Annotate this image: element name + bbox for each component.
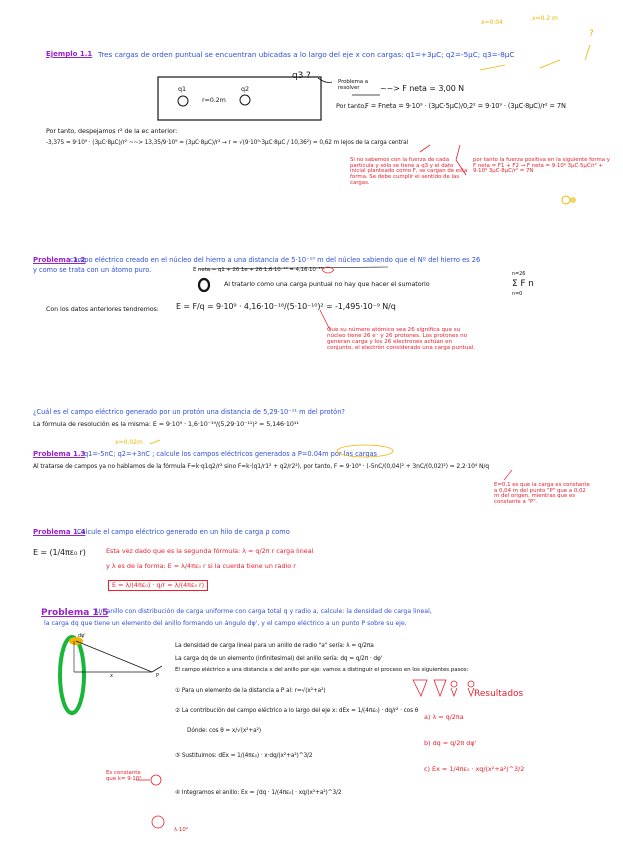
con-datos: Con los datos anteriores tendremos: <box>46 305 159 313</box>
problema-1-5-statement-2: la carga dq que tiene un elemento del anillo formando un ángulo dφ', y el campo eléctrico a un punto P sobre su eje. <box>44 620 407 627</box>
step-4-red: λ·10⁹ <box>174 827 188 833</box>
arrow-result: ~~> F neta = 3,00 N <box>380 84 465 93</box>
note-x0: x=0.04 <box>481 19 503 26</box>
problema-1-4-title: Problema 1.4 <box>33 528 86 536</box>
note-question: ? <box>589 29 594 39</box>
note-x2: x=0.2 m <box>532 15 558 22</box>
red-side-note: Es constante que k= 9·10⁹ <box>106 770 142 782</box>
problema-1-4-lhs: E = (1/4πε₀ r) <box>33 548 86 557</box>
problema-1-4-red-2: y λ es de la forma: E = λ/4πε₀ r si la cuerda tiene un radio r <box>106 562 296 570</box>
ring-dphi: dφ' <box>78 633 86 639</box>
problema-1-4-boxed: E = λ/(4πε₀) · q/r = λ/(4πε₀ r) <box>108 580 208 591</box>
result-c: c) Ex = 1/4πε₀ · xq/(x²+a²)^3/2 <box>424 765 525 773</box>
problema-1-4-red-1: Esta vez dado que es la segunda fórmula: λ = q/2π r carga lineal <box>106 547 314 555</box>
portanto-2: Por tanto, despejamos r² de la ec anterior: <box>46 127 178 135</box>
problema-1-3-title: Problema 1.3 <box>33 450 86 458</box>
p13-note: x=0.02m <box>115 439 143 446</box>
result-a: a) λ = q/2πa <box>424 713 464 721</box>
diagram-q3: q3 ? <box>292 71 311 81</box>
red-note-left: Si no sabemos con la fuerza de cada partícula y sólo se tiene a q3 y el dato inicial planteado como F, se cargan de esta forma. Se debe cumplir el sentido de las cargas. <box>350 157 468 186</box>
step-3: ③ Sustituimos: dEx = 1/(4πε₀) · x·dq/(x²+a²)^3/2 <box>175 753 313 759</box>
density-1: La densidad de carga lineal para un anillo de radio "a" sería: λ = q/2πa <box>175 643 374 649</box>
sum-symbol: Σ F n <box>512 279 534 289</box>
ejemplo-1-1-statement: Tres cargas de orden puntual se encuentran ubicadas a lo largo del eje x con cargas: q1=+3μC; q2=-5μC; q3=-8μC <box>98 50 515 59</box>
portanto-1: Por tanto, <box>336 102 367 110</box>
formula-1: F = Fneta = 9·10⁹ · (3μC·5μC)/0,2² = 9·10⁹ · (3μC·8μC)/r² = 7N <box>365 102 566 110</box>
ring-P: P <box>156 673 159 679</box>
problema-1-2-red-note: Que su número atómico sea 26 significa que su núcleo tiene 26 e⁻ y 26 protones. Los protones no generan carga y los 26 electrones actúan en conjunto, el electrón considerado una carga puntual. <box>327 327 476 351</box>
proton-question: ¿Cuál es el campo eléctrico generado por un protón una distancia de 5,29·10⁻¹¹ m del protón? <box>33 408 345 416</box>
diagram-q1: q1 <box>178 85 186 93</box>
step-1: ① Para un elemento de la distancia a P al: r=√(x²+a²) <box>175 688 326 694</box>
result-b: b) dq = q/2π dφ' <box>424 739 477 747</box>
problema-1-5-title: Problema 1.5 <box>41 608 109 618</box>
problem-label: Problema a resolver <box>338 79 368 91</box>
problema-1-2-title: Problema 1.2 <box>33 256 86 264</box>
point-charge-note: Al tratarlo como una carga puntual no hay que hacer el sumatorio <box>224 280 430 288</box>
ejemplo-1-1-title: Ejemplo 1.1 <box>46 50 93 58</box>
step-2b: Dónde: cos θ = x/√(x²+a²) <box>187 728 262 734</box>
problema-1-3-statement-2: Al tratarse de campos ya no hablamos de la fórmula F=k·q1q2/r² sino F=k·(q1/r1² + q2/r2²), por tanto, F = 9·10⁹ · (-5nC/(0,04)² + 3nC/(0,02)²) = 2,2·10⁴ N/q <box>33 463 489 470</box>
problema-1-3-statement: q1=-5nC; q2=+3nC ; calcule los campos eléctricos generados a P=0.04m por las cargas <box>84 450 377 458</box>
sum-bottom: n=0 <box>512 291 523 297</box>
sum-top: n=26 <box>512 271 526 277</box>
red-note-right: por tanto la fuerza positiva en la siguiente forma y F neta = F1 + F2 → F neta = 9·10⁹ 3μC·5μC/r² + 9·10⁹ 3μC·8μC/r² = 7N <box>473 157 610 175</box>
formula-2: -3,375 = 9·10⁹ · (3μC·8μC)/r² ~~> 13,35/9·10⁹ = (3μC·8μC)/r² → r = √(9·10⁹·3μC·8μC / 10,36²) = 0,62 m lejos de la carga central <box>46 140 409 146</box>
problema-1-2-statement: campo eléctrico creado en el núcleo del hierro a una distancia de 5·10⁻¹⁰ m del núcleo sabiendo que el Nº del hierro es 26 <box>70 256 481 264</box>
problema-1-5-statement: Un anillo con distribución de carga uniforme con carga total q y radio a, calcule: la densidad de carga lineal, <box>96 608 432 615</box>
problema-1-2-formula: E = F/q = 9·10⁹ · 4,16·10⁻¹⁸/(5·10⁻¹⁰)² = -1,495·10⁻⁹ N/q <box>176 302 396 311</box>
field-intro: El campo eléctrico a una distancia x del anillo por eje: vamos a distinguir el proceso en los siguientes pasos: <box>175 667 469 673</box>
density-2: La carga dq de un elemento (infinitesimal) del anillo sería: dq = q/2π · dφ' <box>175 656 383 662</box>
ring-x: x <box>110 673 113 679</box>
problema-1-2-statement-2: y como se trata con un átomo puro. <box>33 266 152 274</box>
step-2: ② La contribución del campo eléctrico a lo largo del eje x: dEx = 1/(4πε₀) · dq/r² · cos θ <box>175 708 419 714</box>
problema-1-3-red-note: E=0,1 es que la carga es constante a 0,04 m del punto "P" que a 0,02 m del origen, mientras que es constante a "P". <box>494 482 590 506</box>
proton-answer: La fórmula de resolución es la misma: E = 9·10⁹ · 1,6·10⁻¹⁹/(5,29·10⁻¹¹)² = 5,146·10¹¹ <box>33 420 299 428</box>
mini-formula: E neta = q1 + 26 1e + 26 1,6·10⁻¹⁹ = 4,16·10⁻¹⁸ <box>193 267 323 273</box>
results-title: Resultados <box>474 689 524 699</box>
problema-1-4-statement: Calcule el campo eléctrico generado en un hilo de carga ρ como <box>77 528 290 536</box>
diagram-r: r=0.2m <box>202 96 226 104</box>
diagram-q2: q2 <box>241 85 249 93</box>
step-4: ④ Integramos el anillo: Ex = ∫dq · 1/(4πε₀) · xq/(x²+a²)^3/2 <box>175 790 342 796</box>
